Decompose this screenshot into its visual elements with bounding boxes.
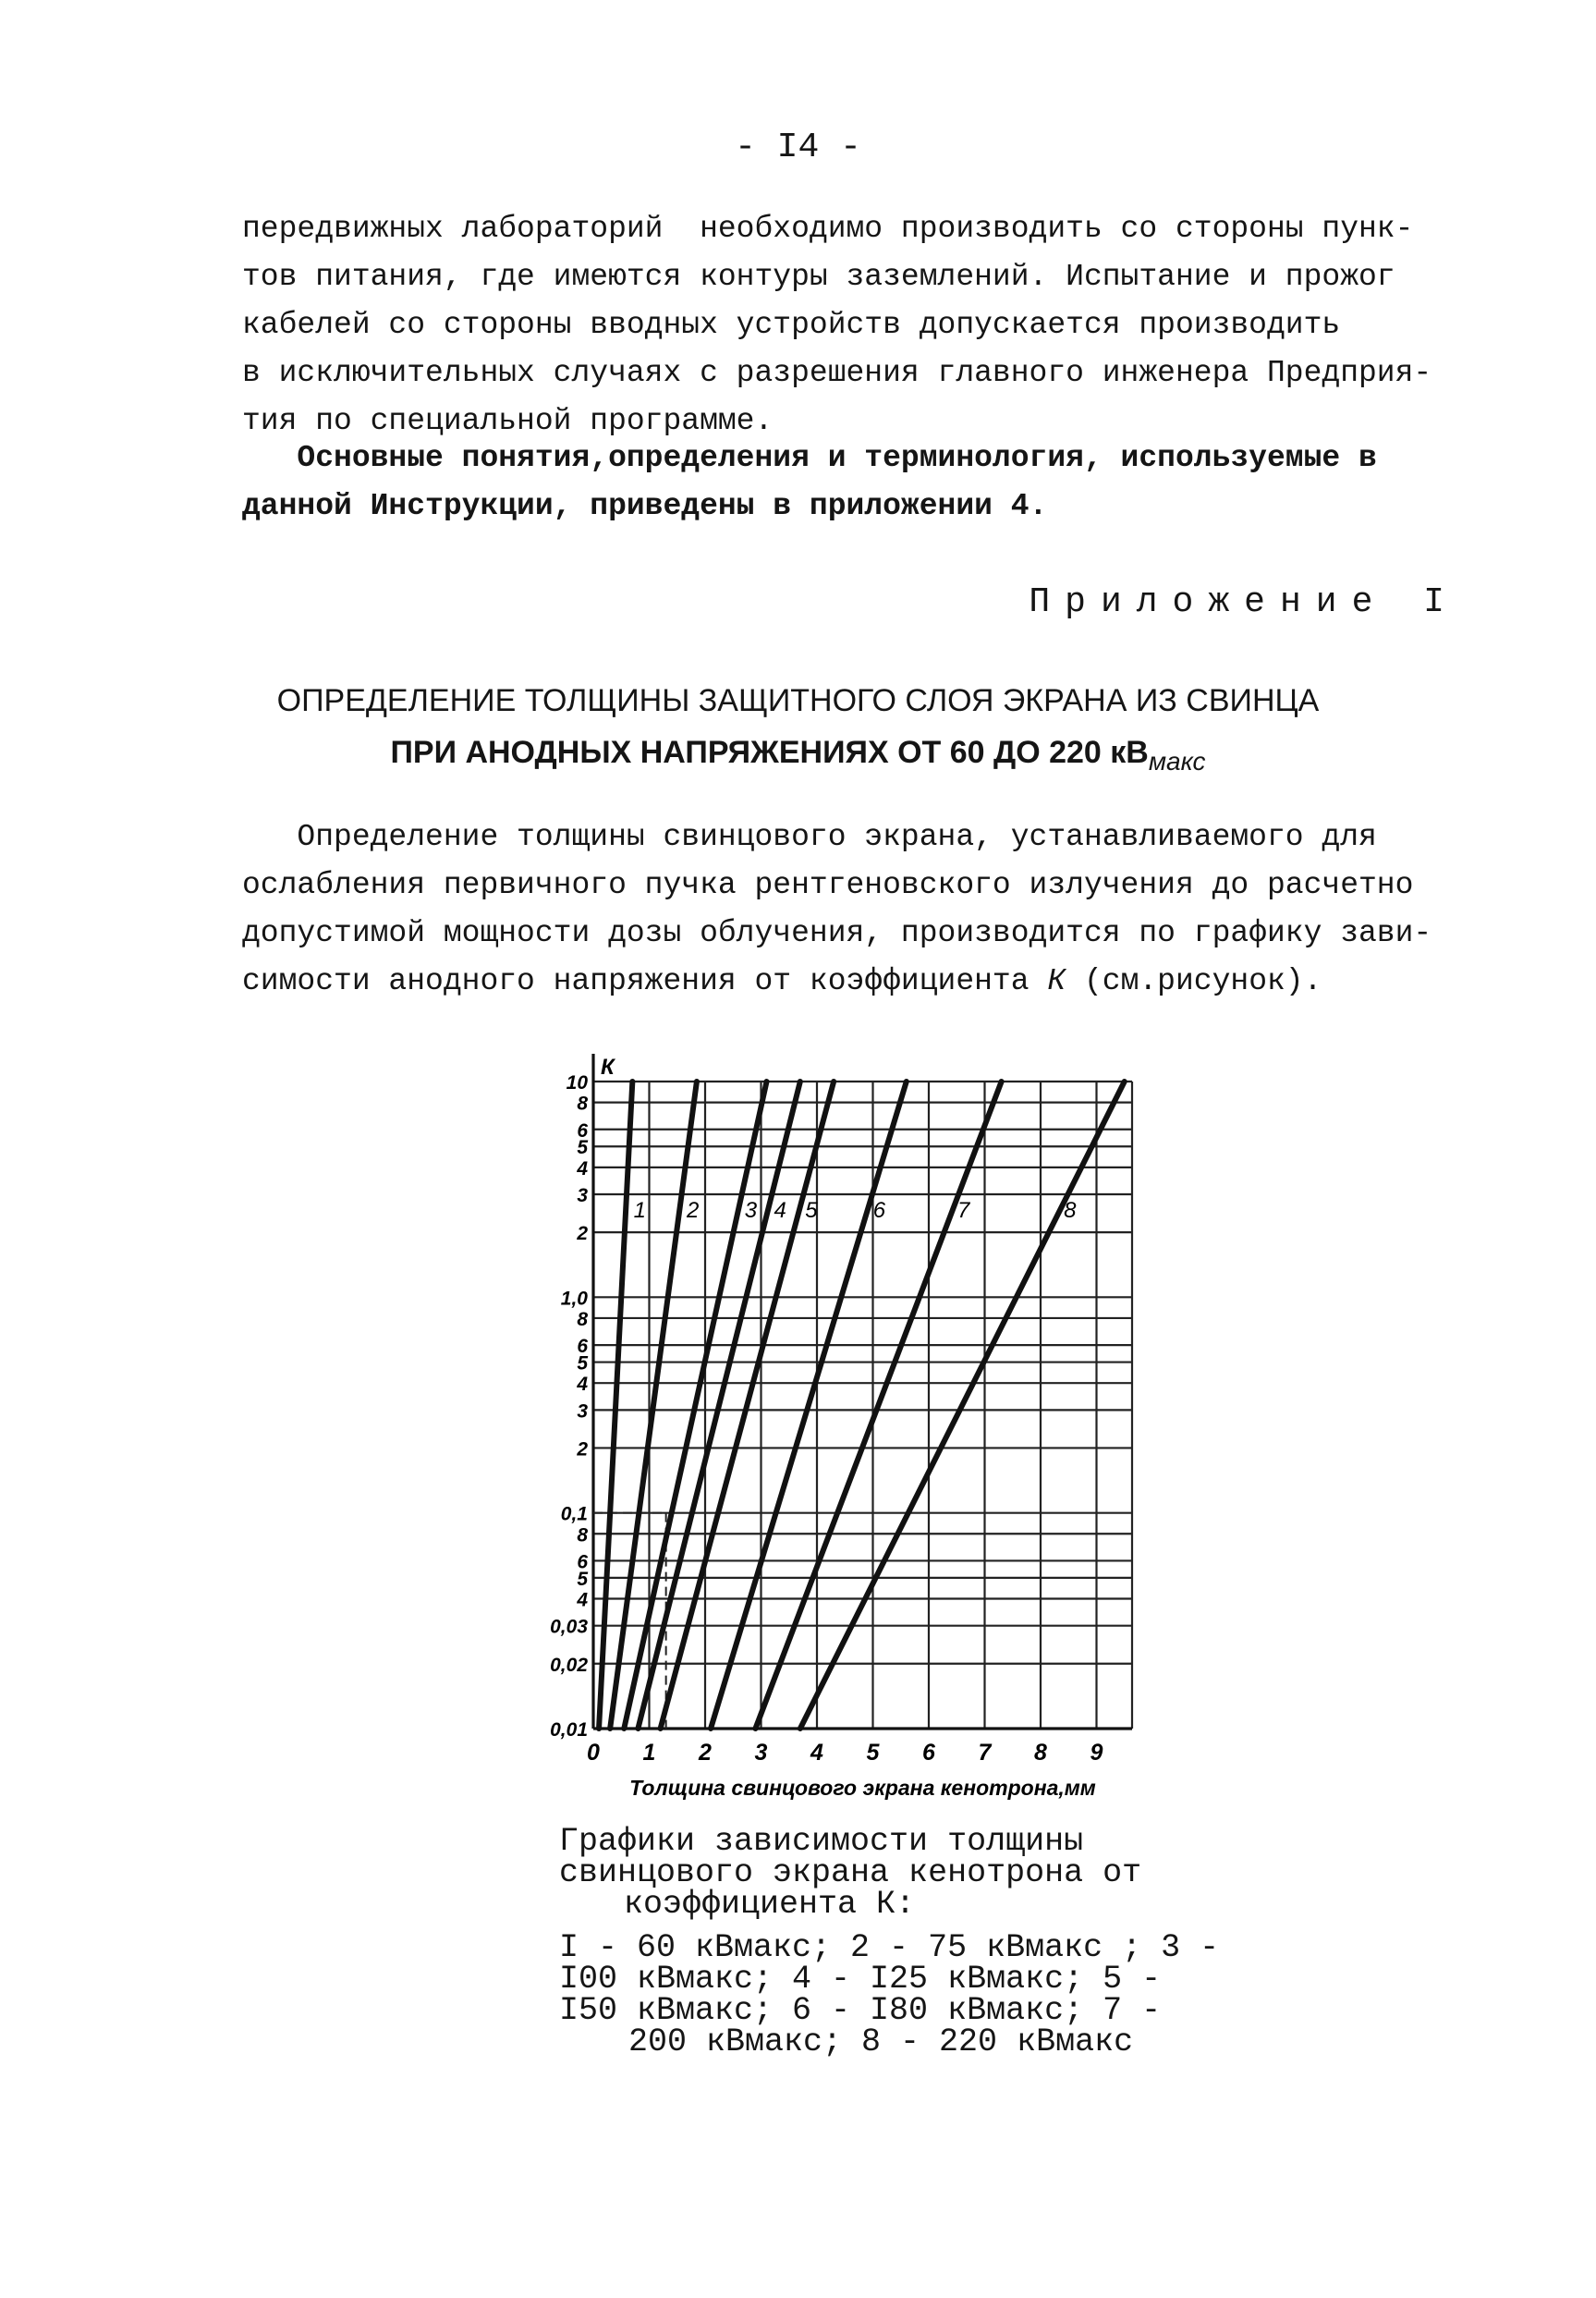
body-tail: (см.рисунок). — [1066, 964, 1322, 998]
series-label-6: 6 — [872, 1197, 886, 1223]
y-tick-label: 6 — [577, 1336, 588, 1358]
x-tick-label: 2 — [699, 1740, 712, 1766]
series-label-3: 3 — [744, 1197, 758, 1223]
series-label-1: 1 — [633, 1197, 646, 1223]
x-tick-label: 3 — [754, 1740, 768, 1766]
y-tick-label: 1,0 — [560, 1288, 588, 1310]
text-line: допустимой мощности дозы облучения, производится по графику зави- — [242, 916, 1432, 950]
legend-line: I - 60 кВмакс; 2 - 75 кВмакс ; 3 - — [559, 1929, 1220, 1966]
y-tick-label: 4 — [577, 1374, 588, 1396]
x-tick-label: 6 — [922, 1740, 935, 1766]
y-tick-label: 2 — [577, 1438, 588, 1461]
appendix-heading — [0, 675, 1596, 788]
x-tick-label: 8 — [1034, 1740, 1047, 1766]
x-tick-label: 1 — [642, 1740, 656, 1766]
caption-line: Графики зависимости толщины — [559, 1823, 1084, 1860]
y-tick-label: 0,1 — [560, 1503, 588, 1525]
appendix-label: Приложение I — [1029, 582, 1459, 622]
heading-line-1: ОПРЕДЕЛЕНИЕ ТОЛЩИНЫ ЗАЩИТНОГО СЛОЯ ЭКРАНА ИЗ СВИНЦА — [276, 683, 1320, 718]
intro-paragraph — [242, 205, 1462, 446]
y-tick-label: 0,01 — [550, 1719, 588, 1741]
text-line: тов питания, где имеются контуры заземлений. Испытание и прожог — [242, 260, 1395, 294]
series-label-5: 5 — [805, 1197, 818, 1223]
legend-line: I00 кВмакс; 4 - I25 кВмакс; 5 - — [559, 1961, 1162, 1998]
y-tick-label: 6 — [577, 1551, 588, 1573]
text-line — [242, 958, 1462, 1006]
series-line-4 — [638, 1082, 799, 1729]
x-axis-label: Толщина свинцового экрана кенотрона,мм — [629, 1776, 1096, 1800]
x-tick-label: 4 — [810, 1740, 823, 1766]
y-tick-label: 0,02 — [550, 1654, 588, 1676]
definitions-paragraph — [242, 434, 1462, 531]
y-tick-label: 4 — [577, 1589, 588, 1611]
caption-line: свинцового экрана кенотрона от — [559, 1854, 1142, 1891]
y-tick-label: 8 — [577, 1308, 588, 1330]
y-tick-label: 10 — [566, 1072, 588, 1094]
series-label-8: 8 — [1064, 1197, 1077, 1223]
series-line-1 — [599, 1082, 632, 1729]
x-tick-label: 7 — [978, 1740, 992, 1766]
text-line: Основные понятия,определения и терминология, используемые в — [242, 441, 1377, 475]
y-tick-label: 8 — [577, 1093, 588, 1115]
text-line: данной Инструкции, приведены в приложении 4. — [242, 489, 1048, 523]
heading-line-2 — [0, 727, 1596, 788]
y-axis-label: К — [601, 1055, 615, 1080]
x-tick-label: 0 — [587, 1740, 600, 1766]
text-line: в исключительных случаях с разрешения главного инженера Предприя- — [242, 356, 1432, 390]
series-label-2: 2 — [686, 1197, 700, 1223]
y-tick-label: 3 — [577, 1185, 588, 1207]
lead-thickness-chart — [518, 1026, 1164, 1812]
y-tick-label: 8 — [577, 1524, 588, 1546]
heading-subscript: макс — [1148, 746, 1206, 776]
y-tick-label: 4 — [577, 1157, 588, 1180]
body-paragraph — [242, 813, 1462, 1006]
y-tick-label: 6 — [577, 1119, 588, 1142]
legend-line: 200 кВмакс; 8 - 220 кВмакс — [628, 2023, 1134, 2060]
text-line: передвижных лабораторий необходимо производить со стороны пунк- — [242, 212, 1414, 246]
x-tick-label: 5 — [866, 1740, 880, 1766]
text-line: кабелей со стороны вводных устройств допускается производить — [242, 308, 1341, 342]
heading-line-2-text: ПРИ АНОДНЫХ НАПРЯЖЕНИЯХ ОТ 60 ДО 220 кВ — [390, 735, 1149, 770]
y-tick-label: 2 — [577, 1223, 588, 1245]
y-tick-label: 5 — [577, 1352, 588, 1375]
text-line: ослабления первичного пучка рентгеновского излучения до расчетно — [242, 868, 1414, 902]
y-tick-label: 0,03 — [550, 1616, 588, 1638]
text-line: тия по специальной программе. — [242, 404, 774, 438]
legend-line: I50 кВмакс; 6 - I80 кВмакс; 7 - — [559, 1992, 1162, 2029]
series-label-4: 4 — [774, 1197, 786, 1223]
page-number: - I4 - — [735, 128, 861, 167]
series-label-7: 7 — [957, 1197, 970, 1223]
caption-line: коэффициента К: — [624, 1886, 916, 1923]
x-tick-label: 9 — [1090, 1740, 1103, 1766]
y-tick-label: 5 — [577, 1137, 588, 1159]
y-tick-label: 3 — [577, 1400, 588, 1423]
text-line: Определение толщины свинцового экрана, устанавливаемого для — [242, 820, 1377, 854]
coefficient-symbol: К — [1047, 964, 1066, 998]
chart-legend — [559, 1929, 1220, 2060]
y-tick-label: 5 — [577, 1568, 588, 1590]
body-last-line: симости анодного напряжения от коэффициента — [242, 964, 1048, 998]
chart-caption — [559, 1823, 1142, 1923]
